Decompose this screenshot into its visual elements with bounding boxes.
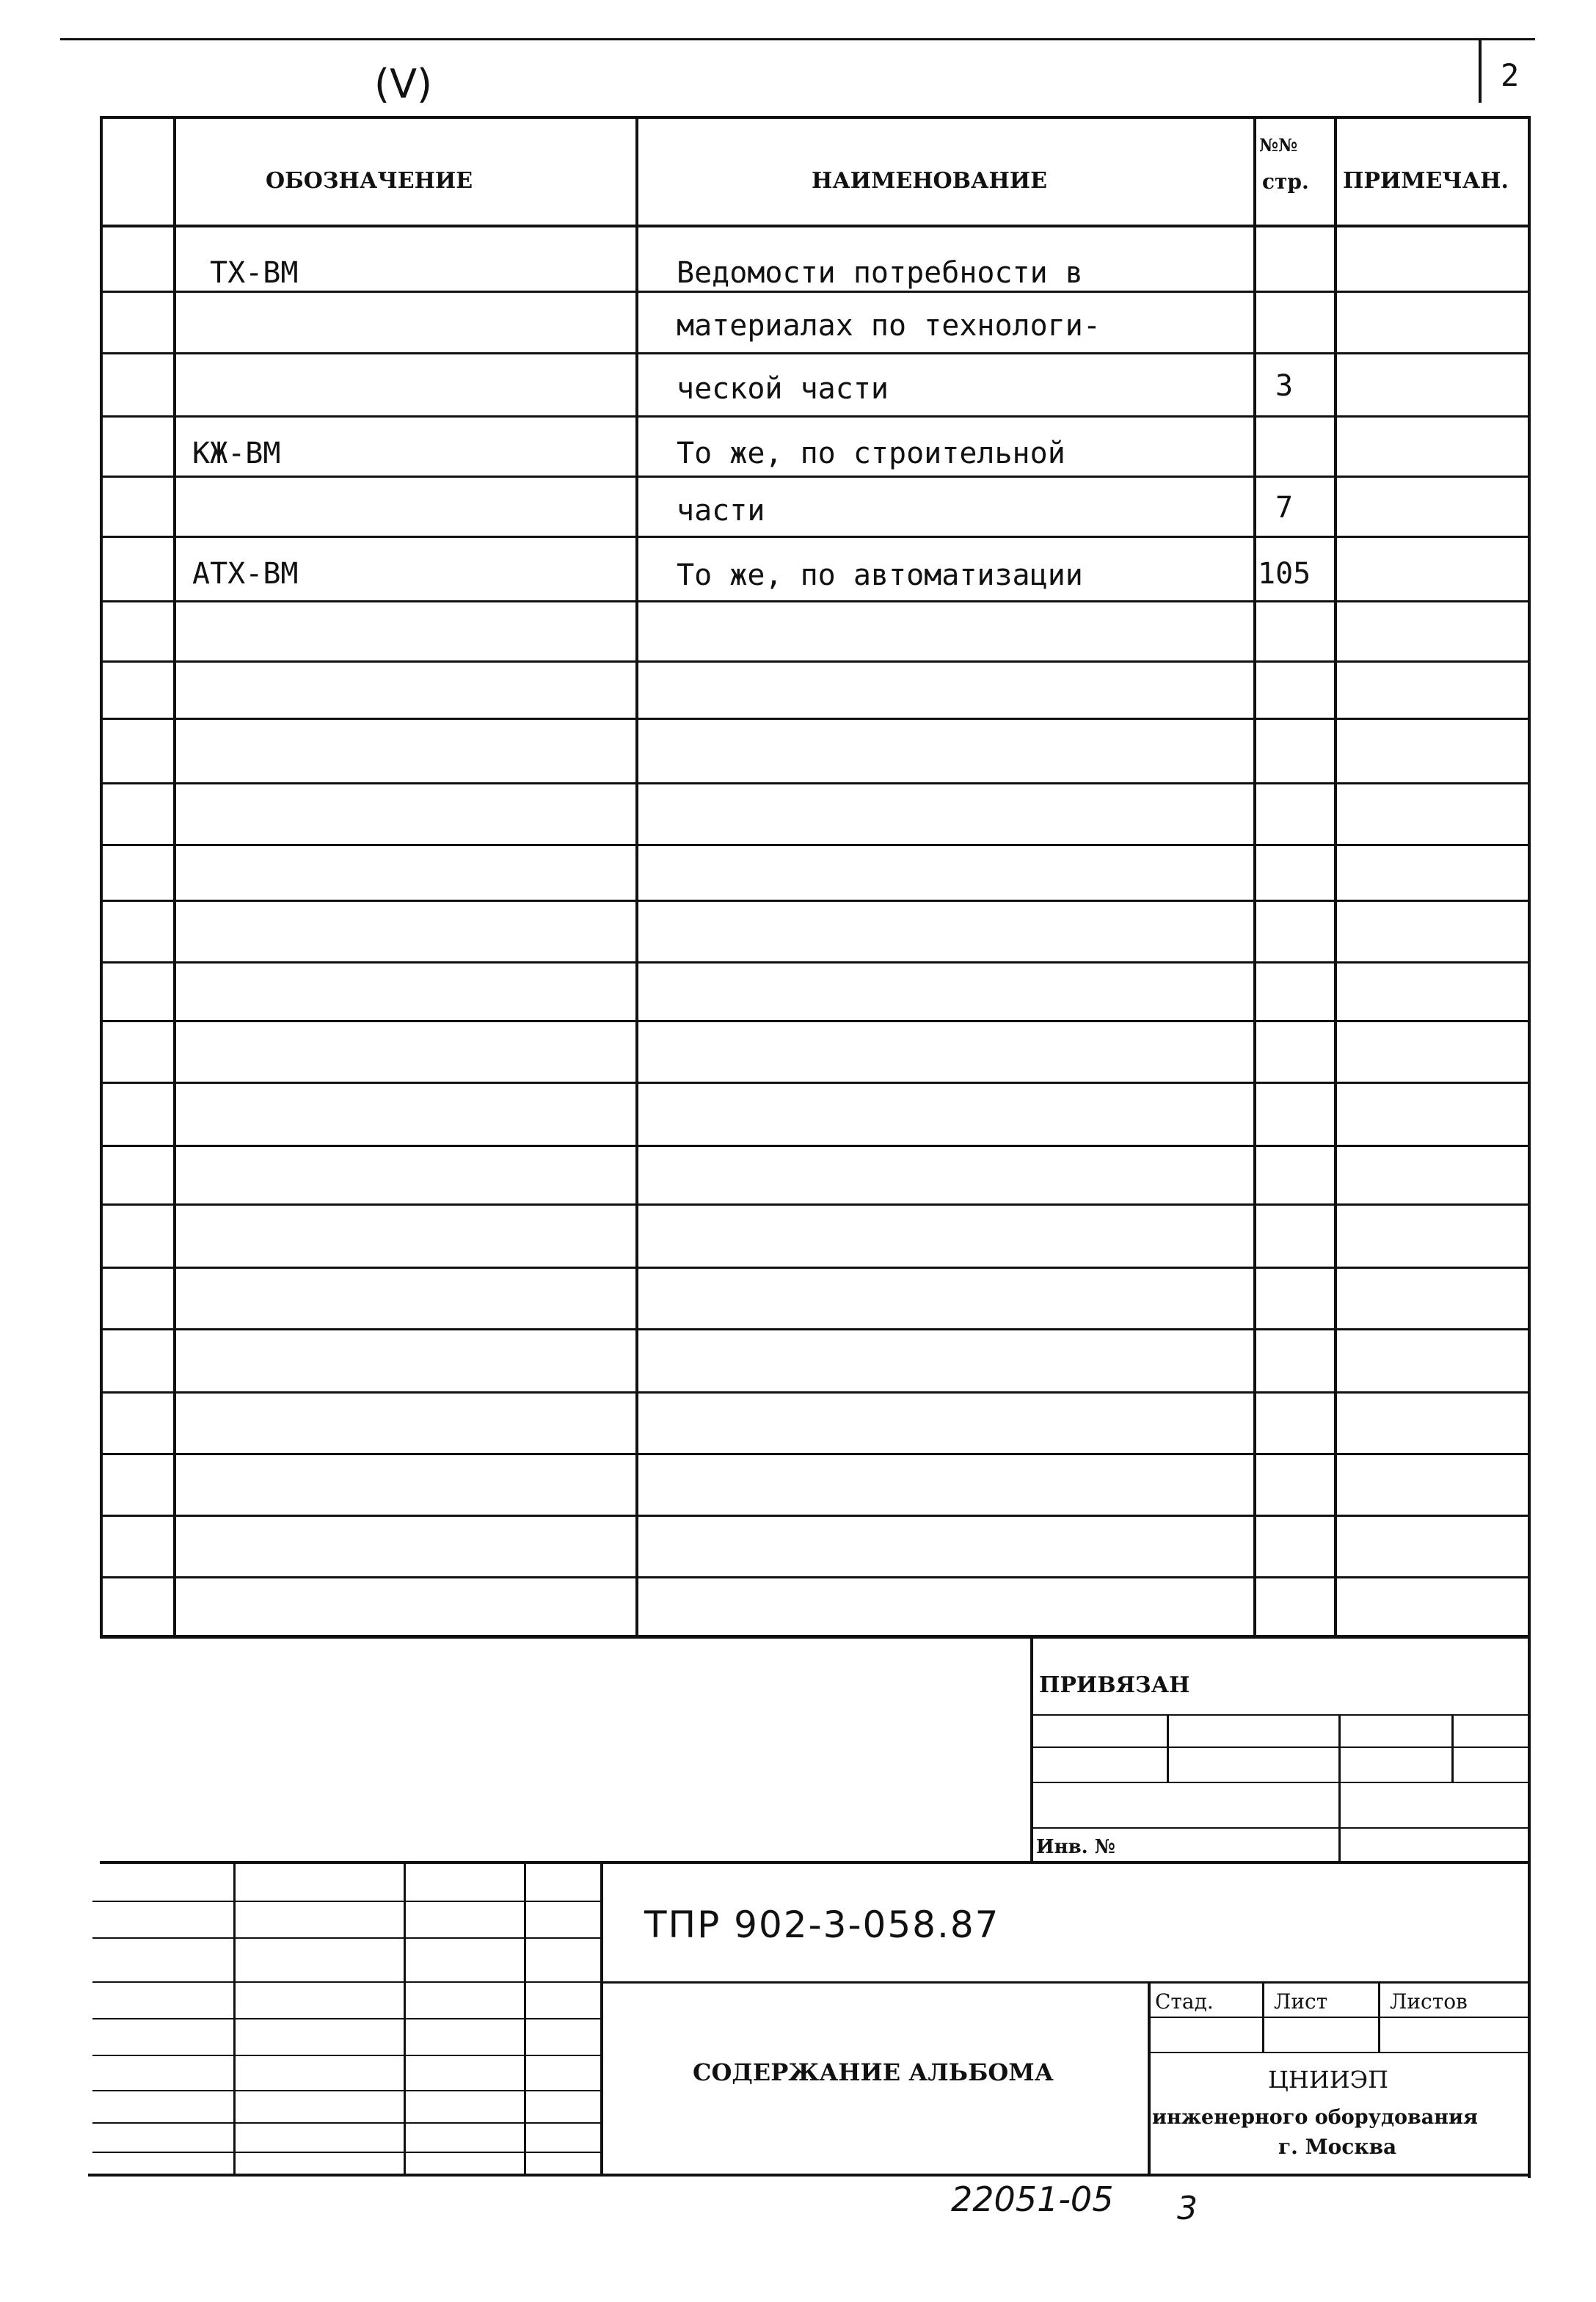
doc-code-bottom xyxy=(600,1981,1531,1984)
row-name: ческой части xyxy=(677,372,889,406)
col-divider-3 xyxy=(1253,116,1256,1637)
linked-box-left xyxy=(1030,1636,1033,1864)
stage-row-line-1 xyxy=(1148,2017,1529,2018)
stamp-row-line xyxy=(92,2090,600,2091)
header-page-no: №№ xyxy=(1259,134,1298,156)
table-row-line xyxy=(100,1203,1531,1206)
stage-col-2 xyxy=(1378,1981,1380,2053)
title-block-bottom xyxy=(88,2174,1531,2177)
row-designation: АТХ-ВМ xyxy=(192,557,299,591)
table-row-line xyxy=(100,352,1531,354)
row-name: То же, по автоматизации xyxy=(677,558,1083,592)
title-block-top xyxy=(100,1861,1531,1864)
table-top-border xyxy=(100,116,1531,119)
org-name: ЦНИИЭП xyxy=(1268,2066,1389,2094)
table-row-line xyxy=(100,782,1531,784)
table-right-border xyxy=(1528,116,1531,2178)
table-row-line xyxy=(100,291,1531,293)
linked-col-3 xyxy=(1451,1714,1454,1782)
stamp-row-line xyxy=(92,2018,600,2019)
stage-label: Стад. xyxy=(1155,1989,1214,2014)
top-rule xyxy=(60,38,1535,40)
table-row-line xyxy=(100,1453,1531,1455)
table-row-line xyxy=(100,1576,1531,1578)
table-row-line xyxy=(100,1020,1531,1022)
row-name: части xyxy=(677,494,765,528)
col-divider-2 xyxy=(635,116,638,1637)
org-line2: инженерного оборудования xyxy=(1152,2106,1478,2129)
table-row-line xyxy=(100,1391,1531,1394)
table-row-line xyxy=(100,415,1531,418)
stamp-row-line xyxy=(92,1937,600,1939)
stamp-row-line xyxy=(92,1901,600,1902)
linked-row-line-4 xyxy=(1030,1827,1529,1829)
row-name: Ведомости потребности в xyxy=(677,256,1083,290)
table-row-line xyxy=(100,900,1531,902)
stamp-row-line xyxy=(92,2055,600,2056)
header-name: НАИМЕНОВАНИЕ xyxy=(812,168,1048,194)
row-name: То же, по строительной xyxy=(677,437,1065,470)
stamp-col-4 xyxy=(600,1862,603,2175)
sheet-label: Лист xyxy=(1274,1989,1328,2014)
inv-label: Инв. № xyxy=(1036,1836,1116,1858)
linked-col-2 xyxy=(1338,1714,1341,1861)
section-mark: (V) xyxy=(374,61,433,107)
row-page: 105 xyxy=(1258,557,1311,591)
table-row-line xyxy=(100,844,1531,846)
header-designation: ОБОЗНАЧЕНИЕ xyxy=(266,168,473,194)
col-divider-4 xyxy=(1334,116,1337,1637)
table-row-line xyxy=(100,1145,1531,1147)
table-row-line xyxy=(100,536,1531,538)
table-row-line xyxy=(100,961,1531,964)
row-page: 3 xyxy=(1275,369,1294,403)
sheets-label: Листов xyxy=(1390,1989,1468,2014)
row-designation: ТХ-ВМ xyxy=(210,256,299,290)
row-page: 7 xyxy=(1275,491,1294,525)
table-row-line xyxy=(100,1515,1531,1517)
table-left-border xyxy=(100,116,103,1637)
archive-number: 22051-05 xyxy=(951,2179,1114,2219)
row-name: материалах по технологи- xyxy=(677,309,1101,343)
header-page-label: стр. xyxy=(1262,170,1309,194)
stamp-row-line xyxy=(92,1981,600,1983)
doc-title-right xyxy=(1148,1981,1151,2175)
page-number-box-border xyxy=(1479,38,1482,103)
table-row-line xyxy=(100,600,1531,602)
col-divider-1 xyxy=(173,116,176,1637)
stage-row-line-2 xyxy=(1148,2052,1529,2053)
table-row-line xyxy=(100,718,1531,720)
doc-title: СОДЕРЖАНИЕ АЛЬБОМА xyxy=(693,2058,1054,2086)
table-row-line xyxy=(100,1328,1531,1330)
doc-code: ТПР 902-3-058.87 xyxy=(644,1904,1000,1946)
stage-col-1 xyxy=(1262,1981,1264,2053)
table-row-line xyxy=(100,1267,1531,1269)
linked-label: ПРИВЯЗАН xyxy=(1039,1672,1190,1698)
page-number: 2 xyxy=(1501,57,1520,93)
row-designation: КЖ-ВМ xyxy=(192,437,281,470)
table-row-line xyxy=(100,476,1531,478)
stamp-row-line xyxy=(92,2122,600,2124)
header-bottom-border xyxy=(100,225,1531,227)
stamp-row-line xyxy=(92,2152,600,2153)
org-city: г. Москва xyxy=(1278,2135,1397,2159)
footer-page-mark: 3 xyxy=(1177,2190,1198,2227)
table-row-line xyxy=(100,1082,1531,1084)
linked-row-line-3 xyxy=(1030,1782,1529,1783)
linked-col-1 xyxy=(1167,1714,1169,1782)
linked-row-line-1 xyxy=(1030,1714,1529,1716)
table-row-line xyxy=(100,660,1531,663)
linked-row-line-2 xyxy=(1030,1746,1529,1748)
table-bottom-border xyxy=(100,1635,1531,1639)
header-note: ПРИМЕЧАН. xyxy=(1343,168,1509,194)
